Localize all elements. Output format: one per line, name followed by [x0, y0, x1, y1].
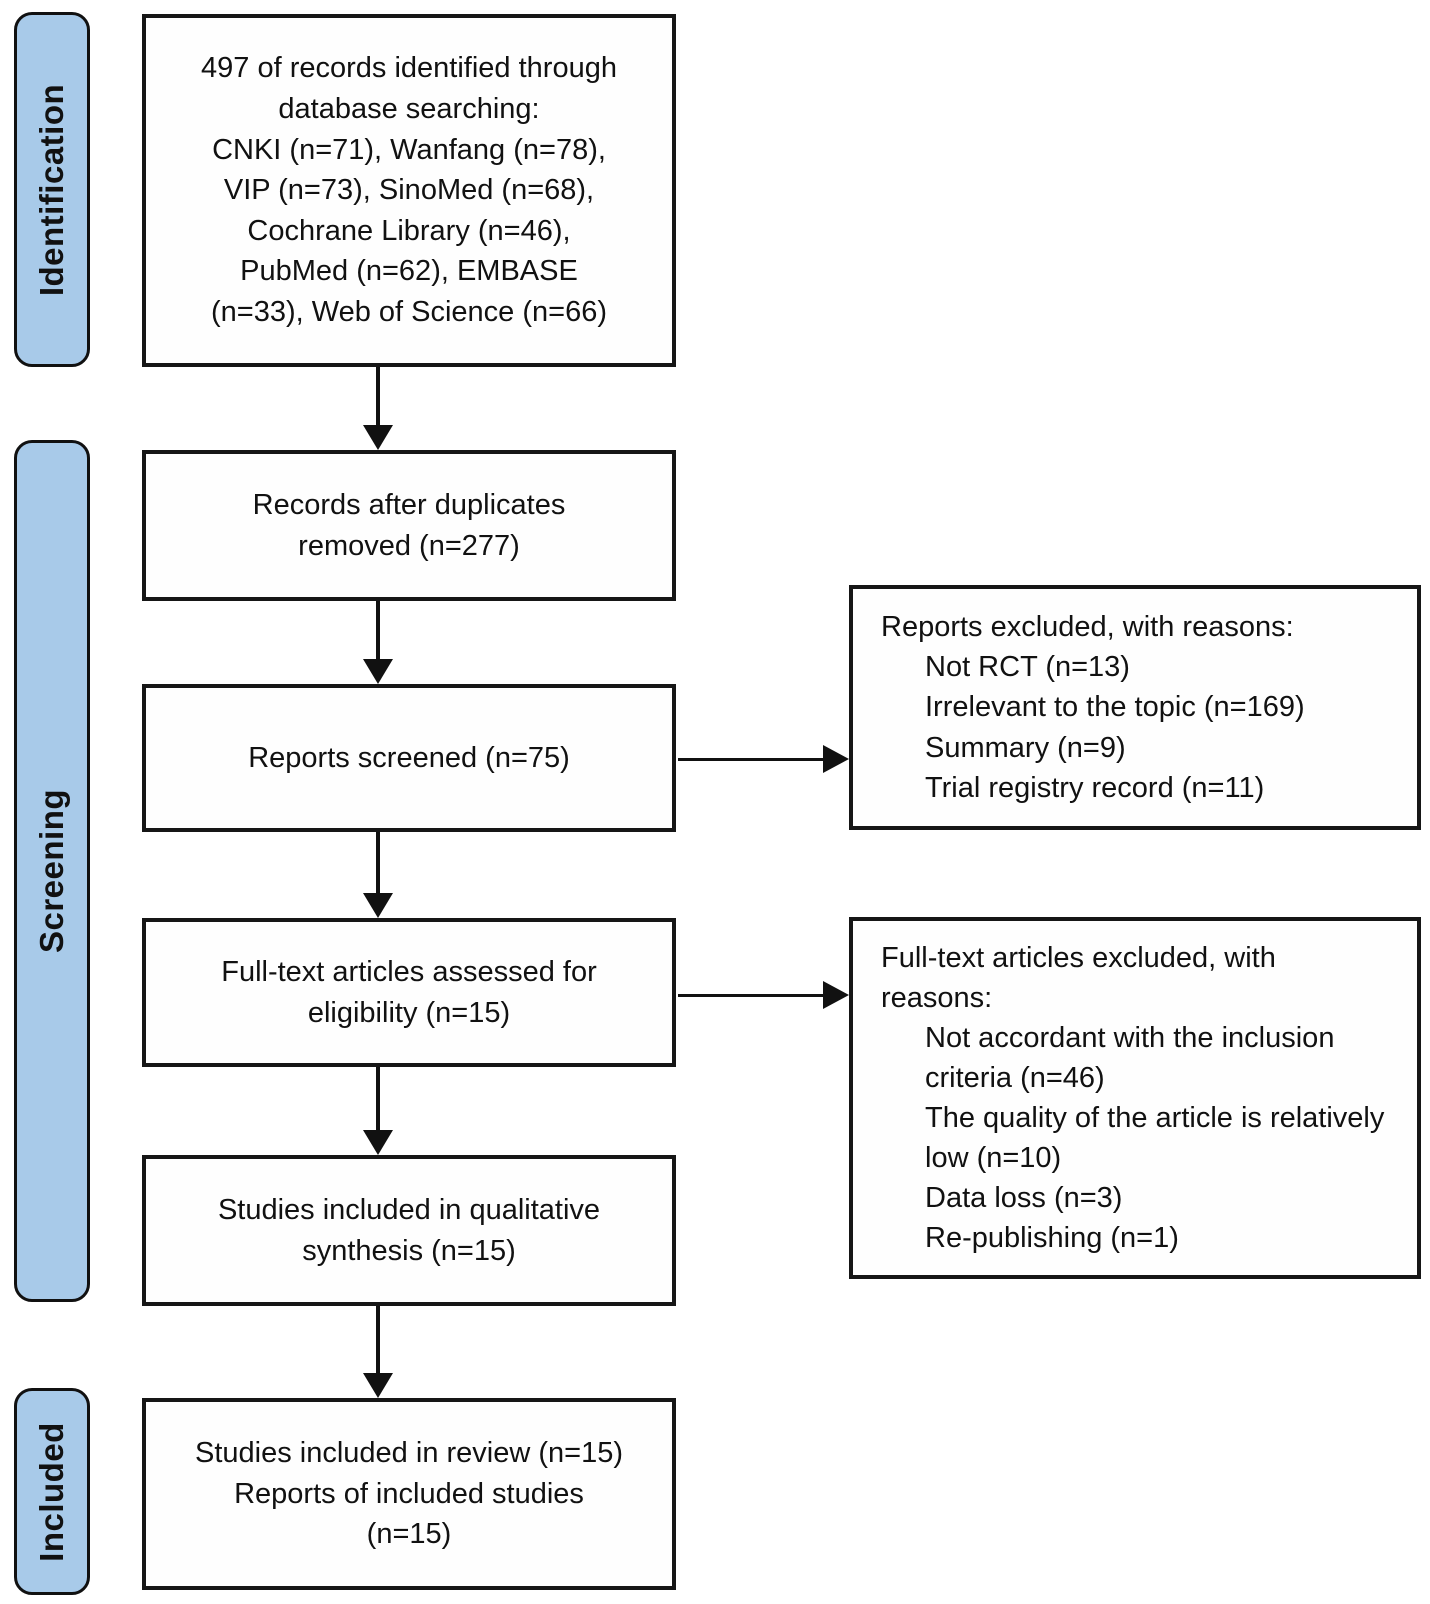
flow-box-reports-screened-line: Reports screened (n=75): [248, 741, 570, 774]
arrow-shaft: [376, 367, 380, 425]
arrow-duplicates-to-screened-icon: [363, 601, 393, 684]
stage-label-included-text: Included: [33, 1421, 70, 1562]
flow-box-fulltext-assessed-line: eligibility (n=15): [307, 996, 511, 1029]
arrow-head-down-icon: [363, 425, 393, 450]
flow-box-fulltext-assessed-line: Full-text articles assessed for: [221, 955, 597, 988]
arrow-head-down-icon: [363, 893, 393, 918]
flow-box-records-identified-line: database searching:: [278, 93, 540, 126]
arrow-screened-to-excluded-icon: [678, 745, 849, 773]
flow-box-duplicates-removed: [142, 450, 676, 601]
arrow-head-down-icon: [363, 659, 393, 684]
flow-box-included-review: [142, 1398, 676, 1590]
flow-box-records-identified-line: VIP (n=73), SinoMed (n=68),: [223, 174, 595, 207]
flow-box-duplicates-removed-line: Records after duplicates: [252, 488, 566, 521]
arrow-head-down-icon: [363, 1373, 393, 1398]
flow-box-qualitative-synthesis-line: synthesis (n=15): [302, 1234, 516, 1267]
flow-box-qualitative-synthesis: [142, 1155, 676, 1306]
exclusion-box-fulltext-excluded: [849, 917, 1421, 1279]
exclusion-box-reports-excluded-header: Reports excluded, with reasons:: [881, 611, 1294, 644]
arrow-shaft: [678, 758, 823, 761]
arrow-head-right-icon: [823, 981, 849, 1009]
arrow-fulltext-to-qualitative-icon: [363, 1067, 393, 1155]
arrow-screened-to-fulltext-icon: [363, 832, 393, 918]
stage-label-identification: [14, 12, 90, 367]
stage-label-identification-text: Identification: [33, 83, 70, 296]
arrow-qualitative-to-review-icon: [363, 1306, 393, 1398]
exclusion-reason: Irrelevant to the topic (n=169): [925, 691, 1305, 724]
exclusion-reason: Trial registry record (n=11): [925, 771, 1265, 804]
arrow-shaft: [376, 601, 380, 659]
stage-label-included: [14, 1388, 90, 1595]
flow-box-records-identified: [142, 14, 676, 367]
exclusion-reason: Not accordant with the inclusion criteria (n=46): [925, 1021, 1335, 1094]
arrow-fulltext-to-excluded-icon: [678, 981, 849, 1009]
exclusion-reason: Not RCT (n=13): [925, 651, 1130, 684]
exclusion-reason: Summary (n=9): [925, 731, 1126, 764]
flow-box-included-review-line: Reports of included studies: [234, 1477, 584, 1510]
stage-label-screening: [14, 440, 90, 1302]
arrow-identified-to-duplicates-icon: [363, 367, 393, 450]
flow-box-records-identified-line: 497 of records identified through: [201, 52, 617, 85]
exclusion-box-fulltext-excluded-header: Full-text articles excluded, with reasons:: [881, 941, 1276, 1014]
arrow-head-right-icon: [823, 745, 849, 773]
flow-box-records-identified-line: PubMed (n=62), EMBASE: [240, 255, 578, 288]
flow-box-included-review-line: Studies included in review (n=15): [195, 1437, 623, 1470]
exclusion-reason: Re-publishing (n=1): [925, 1222, 1179, 1255]
arrow-shaft: [376, 1306, 380, 1373]
arrow-shaft: [376, 832, 380, 893]
exclusion-reason: The quality of the article is relatively low (n=10): [925, 1102, 1385, 1175]
flow-box-qualitative-synthesis-line: Studies included in qualitative: [217, 1193, 601, 1226]
flow-box-records-identified-line: Cochrane Library (n=46),: [247, 214, 571, 247]
flow-box-duplicates-removed-line: removed (n=277): [298, 529, 520, 562]
exclusion-box-reports-excluded: [849, 585, 1421, 830]
flow-box-records-identified-line: (n=33), Web of Science (n=66): [210, 295, 608, 328]
flow-box-fulltext-assessed: [142, 918, 676, 1067]
arrow-head-down-icon: [363, 1130, 393, 1155]
exclusion-reason: Data loss (n=3): [925, 1182, 1123, 1215]
flow-box-reports-screened: [142, 684, 676, 832]
flow-box-records-identified-line: CNKI (n=71), Wanfang (n=78),: [212, 133, 606, 166]
arrow-shaft: [376, 1067, 380, 1130]
flow-box-included-review-line: (n=15): [366, 1518, 452, 1551]
stage-label-screening-text: Screening: [33, 788, 70, 954]
arrow-shaft: [678, 994, 823, 997]
